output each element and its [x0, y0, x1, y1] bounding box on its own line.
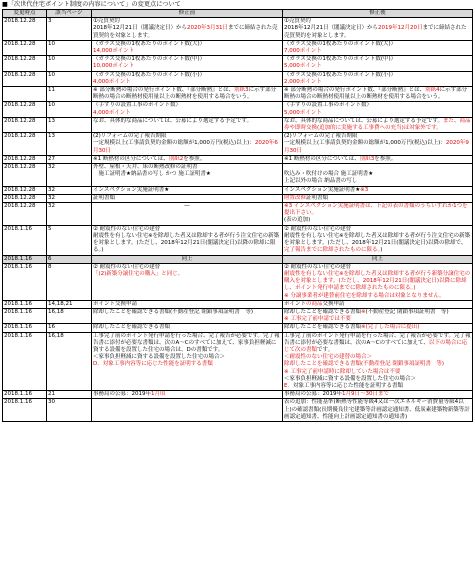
cell-before [92, 391, 283, 399]
cell-page: 32 [47, 194, 92, 202]
cell-line: 5,000ポイント [284, 109, 322, 116]
cell-page: 14,18,21 [47, 300, 92, 308]
cell-before [92, 71, 283, 86]
cell-date: 2018.1.16 [3, 225, 47, 255]
cell-after [283, 255, 473, 263]
cell-line: （ガラス交換の1枚あたりのポイント数(小)） [284, 71, 397, 78]
cell-before [92, 308, 283, 323]
cell-after [283, 155, 473, 163]
changed-text: ※3 [360, 186, 369, 193]
table-row [3, 308, 473, 323]
cell-line: ※1 断熱材の区分については、別紙2を参照。 [93, 155, 206, 162]
cell-line: インスペクション実施証明書★ [93, 186, 170, 193]
cell-line: 除却したことを確認できる書類(不動産登記 閉鎖事項証明書 等) [284, 361, 445, 368]
cell-date: 2018.12.28 [3, 194, 47, 202]
cell-after [283, 399, 473, 422]
cell-line: ※ 部分断熱の場合の発行ポイント数、『部分断熱』とは、別紙4に示す部分断熱の場合の断熱材使用量以上の断熱材を使用する場合をいう。 [284, 87, 468, 101]
cell-page: 13 [47, 133, 92, 156]
cell-line: 耐震性を有しない住宅※を除却した者又は除却する者が行う注文住宅の新築を対象とします。(ただし、2018年12月21日(閣議決定日)以降の除却で、完了報告までに除却されたものに限る。) [284, 232, 471, 254]
cell-page: 27 [47, 155, 92, 163]
cell-line: 工事完了前のポイント発行申請を行った場合、完了報告が必要です。完了報告書に添付が必要な書類は、次のA～Cのすべてに加えて、家事負担軽減に資する設備を設置した住宅の場合は、Dの書類です。 [93, 332, 280, 353]
cell-line: 上記以外の場合 納品書の写し [284, 178, 358, 185]
table-row [3, 186, 473, 194]
table-row [3, 117, 473, 132]
cell-line: （ガラス交換の1枚あたりのポイント数(大)） [93, 40, 206, 47]
cell-date: 2018.1.16 [3, 308, 47, 323]
cell-line: 財置改修証明書類 [284, 194, 329, 201]
cell-line: 「(2)新築分譲住宅の購入」と同じ。 [93, 270, 184, 277]
cell-line: ①売買契約 [284, 18, 311, 25]
cell-line: ポイント交換申請 [93, 300, 138, 307]
cell-page: 21 [47, 391, 92, 399]
cell-line: ※ 部分断熱の場合の発行ポイント数、『部分断熱』とは、別紙3に示す部分断熱の場合の断熱材使用量以上の断熱材を使用する場合をいう。 [93, 87, 277, 101]
cell-line: （ガラス交換の1枚あたりのポイント数(大)） [284, 40, 397, 47]
cell-line: ※3 インスペクション実施証明書は、下記の表の書類のうちいずれか1つを提出下さい。 [284, 203, 468, 217]
cell-page: 10 [47, 56, 92, 71]
cell-after [283, 40, 473, 55]
cell-line: 4,000ポイント [93, 78, 131, 85]
cell-page: 32 [47, 203, 92, 226]
cell-line: 耐震性を有しない住宅※を除却した者又は除却する者が行う注文住宅の新築を対象とします。(ただし、2018年12月21日(閣議決定日)以降の除却に限る。) [93, 232, 280, 254]
cell-line: （手すりの設置工事のポイント数） [93, 102, 182, 109]
changed-text: ※(完了した場合に提出) [361, 324, 420, 331]
cell-page: 3 [47, 18, 92, 41]
changed-text: 1月頃 [151, 391, 166, 398]
cell-before [92, 186, 283, 194]
cell-before [92, 117, 283, 132]
changed-text: 別紙4 [425, 87, 440, 94]
cell-page: 10 [47, 102, 92, 117]
changed-text: 完了報告までに除却されたものに限る。 [284, 247, 381, 254]
cell-line: 14,000ポイント [93, 48, 135, 55]
cell-line: ※1 断熱材の区分については、別紙3を参照。 [284, 155, 397, 162]
cell-date: 2018.1.16 [3, 300, 47, 308]
cell-after [283, 324, 473, 332]
cell-line: （手すりの設置工事のポイント数） [284, 102, 373, 109]
cell-line: 事務局の公募：2019年1月9日～30日まで [284, 391, 389, 398]
cell-page: 16 [47, 324, 92, 332]
header-after: 修正後 [283, 10, 473, 18]
table-row [3, 71, 473, 86]
cell-after [283, 56, 473, 71]
cell-date: 2018.12.28 [3, 164, 47, 187]
cell-line: 表の追加：性能基準(断熱等性能等級4又は一次エネルギー消費量等級4以上)の確認書類(長期優良住宅建築等計画認定通知書、低炭素建築物新築等計画認定通知書、性能向上計画認定通知書の通知書) [284, 399, 470, 420]
cell-after [283, 263, 473, 300]
cell-date: 2018.12.28 [3, 155, 47, 163]
cell-before [92, 164, 283, 187]
cell-before [92, 87, 283, 102]
cell-line: 10,000ポイント [93, 63, 135, 70]
cell-after [283, 186, 473, 194]
changed-text: の商品 [306, 300, 323, 307]
cell-line: （ガラス交換の1枚あたりのポイント数(中)） [93, 56, 206, 63]
cell-page: 30 [47, 399, 92, 422]
changed-text: 別紙3 [234, 87, 249, 94]
cell-after [283, 102, 473, 117]
table-row [3, 40, 473, 55]
cell-before [92, 102, 283, 117]
table-row [3, 87, 473, 102]
cell-before [92, 263, 283, 300]
table-row [3, 133, 473, 156]
table-row [3, 225, 473, 255]
table-row [3, 18, 473, 41]
cell-line [93, 399, 281, 406]
table-row [3, 324, 473, 332]
header-page: 該当ページ [47, 10, 92, 18]
changed-text: また、商品券や即時交換(追加的に実施する工事費への充当)は対象外です。 [284, 117, 471, 132]
cell-after [283, 117, 473, 132]
cell-after [283, 300, 473, 308]
cell-before [92, 203, 283, 226]
changed-text: 2020年3月31日 [187, 25, 228, 32]
cell-date: 2018.12.28 [3, 102, 47, 117]
cell-before [92, 399, 283, 422]
cell-line: (2)リフォームの完了報告期限 [284, 133, 358, 140]
cell-line: なお、具体的な商品については、公募により選定する予定です。 [93, 117, 252, 124]
cell-line: D．対象工事内容等に応じた性能を証明する書類 [93, 361, 213, 368]
cell-after [283, 87, 473, 102]
changed-text: 以下の場合に応じて次の書類 [284, 339, 468, 353]
cell-line: 一定規模以上(工事請負契約金額の総額が1,000万円(税込)以上)：2020年6月30日 [93, 140, 278, 154]
cell-before [92, 225, 283, 255]
cell-page: 10 [47, 40, 92, 55]
cell-line: 除却したことを確認できる書類※(完了した場合に提出) [284, 324, 420, 331]
cell-date: 2018.12.28 [3, 18, 47, 41]
cell-line: 証明書類 [93, 194, 116, 201]
cell-line: （ガラス交換の1枚あたりのポイント数(小)） [93, 71, 206, 78]
cell-line: E．対象工事内容等に応じた性能を証明する書類 [284, 382, 403, 389]
cell-after [283, 133, 473, 156]
change-table [2, 9, 473, 422]
cell-page: 10 [47, 71, 92, 86]
cell-date: 2018.12.28 [3, 133, 47, 156]
cell-line: 除却したことを確認できる書類※(不動産登記 閉鎖事項証明書 等) [284, 308, 449, 315]
cell-before [92, 332, 283, 391]
cell-before [92, 255, 283, 263]
cell-line: ※ 工事完了前申請時に除却していた場合は不要 [284, 368, 401, 375]
cell-line: 7,000ポイント [284, 48, 322, 55]
cell-line: ポイントの商品交換申請 [284, 300, 345, 307]
cell-after [283, 71, 473, 86]
cell-date: 2018.1.16 [3, 399, 47, 422]
changed-text: 2020年9月30日 [284, 140, 469, 154]
cell-date: 2018.12.28 [3, 40, 47, 55]
cell-line: ※ 分譲事業者が建替前住宅を除却する場合は対象となりません。 [284, 292, 445, 299]
cell-page: 16,18 [47, 332, 92, 391]
cell-line: 除却したことを確認できる書類 [93, 324, 171, 331]
cell-after [283, 391, 473, 399]
cell-line: (2)リフォームの完了報告期限 [93, 133, 167, 140]
cell-line: ※ 工事完了前申請では不要 [284, 316, 351, 323]
changed-text: 別紙3 [359, 155, 375, 162]
cell-page: 6 [47, 255, 92, 263]
cell-line: ＜家事負担軽減に資する設備を設置した住宅の場合＞ [93, 354, 226, 361]
table-row [3, 255, 473, 263]
table-row [3, 194, 473, 202]
cell-line: 事務局の公募：2019年1月頃 [93, 391, 166, 398]
cell-before [92, 300, 283, 308]
cell-page: 11 [47, 87, 92, 102]
cell-line: 同上 [181, 255, 193, 262]
cell-page: 8 [47, 263, 92, 300]
cell-line: 一定規模以上(工事請負契約金額の総額が1,000万円(税込)以上)：2020年9月30日 [284, 140, 469, 154]
cell-after [283, 332, 473, 391]
cell-date: 2018.12.28 [3, 117, 47, 132]
changed-text: E． [284, 382, 293, 389]
table-row [3, 56, 473, 71]
cell-line: ＜耐震性のない住宅の建替の場合＞ [284, 354, 373, 361]
cell-page: 5 [47, 225, 92, 255]
changed-text: 1月9日～30日まで [342, 391, 389, 398]
cell-date: 2018.1.16 [3, 324, 47, 332]
cell-line: 2018年12月21日（閣議決定日）から2020年3月31日までに締結された売買契約を対象とします。 [93, 25, 278, 39]
cell-date: 2018.12.28 [3, 186, 47, 194]
cell-after [283, 203, 473, 226]
cell-line: 耐震性を有しない住宅※を除却した者又は除却する者が行う新築分譲住宅の購入を対象とします。(ただし、2018年12月21日(閣議決定日)以降に除却し、ポイント発行申請までに除却されたものに限る。) [284, 270, 471, 292]
cell-after [283, 194, 473, 202]
cell-page: 32 [47, 164, 92, 187]
cell-date: 2018.1.16 [3, 391, 47, 399]
cell-line: 工事完了前のポイント発行申請を行った場合、完了報告が必要です。完了報告書に添付が必要な書類は、次のA～Cのすべてに加えて、以下の場合に応じて次の書類です。 [284, 332, 471, 353]
table-row [3, 164, 473, 187]
cell-line: ② 耐震性のない住宅の建替 [93, 263, 161, 270]
cell-date: 2018.12.28 [3, 203, 47, 226]
cell-line: ② 耐震性のない住宅の建替 [284, 263, 352, 270]
cell-after [283, 225, 473, 255]
cell-page: 32 [47, 186, 92, 194]
changed-text: ※ [361, 308, 366, 315]
table-row [3, 155, 473, 163]
table-row [3, 391, 473, 399]
table-row [3, 102, 473, 117]
changed-text: 2019年12月20日 [378, 25, 423, 32]
cell-before [92, 324, 283, 332]
table-row [3, 263, 473, 300]
cell-line: 同上 [371, 255, 383, 262]
cell-line: （ガラス交換の1枚あたりのポイント数(中)） [284, 56, 397, 63]
cell-line: 除却したことを確認できる書類(不動産登記 閉鎖事項証明書 等) [93, 308, 254, 315]
cell-page: 16,18 [47, 308, 92, 323]
cell-line: 2018年12月21日（閣議決定日）から2019年12月20日までに締結された売買契約を対象とします。 [284, 25, 467, 39]
cell-line: 5,000ポイント [284, 63, 322, 70]
cell-date: 2018.1.16 [3, 332, 47, 391]
table-header-row [3, 10, 473, 18]
cell-page: 13 [47, 117, 92, 132]
cell-line: なお、具体的な商品については、公募により選定する予定です。また、商品券や即時交換(追加的に実施する工事費への充当)は対象外です。 [284, 117, 471, 132]
cell-line: 2,000ポイント [284, 78, 322, 85]
table-row [3, 332, 473, 391]
cell-after [283, 308, 473, 323]
cell-line: インスペクション実施証明書★※3 [284, 186, 369, 193]
cell-date: 2018.1.16 [3, 263, 47, 300]
header-before: 修正前 [92, 10, 283, 18]
cell-line: (表の追加) [284, 217, 311, 224]
cell-line: ＜家事負担軽減に資する設備を設置した住宅の場合＞ [284, 375, 417, 382]
table-row [3, 399, 473, 422]
table-row [3, 300, 473, 308]
cell-date: 2018.12.28 [3, 71, 47, 86]
changed-text: 2020年6月30日 [93, 140, 278, 154]
cell-line: ② 耐震性のない住宅の建替 [93, 225, 161, 232]
cell-line: 施工証明書★納品書の写し かつ 施工証明書★ [93, 171, 211, 178]
cell-before [92, 56, 283, 71]
cell-date [3, 87, 47, 102]
cell-line: 吹込み・吹付けの場合 施工証明書★ [284, 171, 374, 178]
cell-before [92, 194, 283, 202]
cell-line: 外壁、屋根・天井、床の断熱改修の証明書 [93, 164, 198, 171]
cell-line: ― [184, 203, 190, 210]
cell-line: 4,000ポイント [93, 109, 131, 116]
cell-before [92, 18, 283, 41]
cell-date: 2018.12.28 [3, 56, 47, 71]
cell-date: 2018.1.16 [3, 255, 47, 263]
cell-before [92, 155, 283, 163]
cell-after [283, 18, 473, 41]
table-row [3, 203, 473, 226]
cell-line: ①売買契約 [93, 18, 120, 25]
cell-line: ② 耐震性のない住宅の建替 [284, 225, 352, 232]
cell-before [92, 133, 283, 156]
header-date: 変更時点 [3, 10, 47, 18]
cell-after [283, 164, 473, 187]
changed-text: 別紙2 [168, 155, 184, 162]
cell-before [92, 40, 283, 55]
changed-text: 財置改修 [284, 194, 307, 201]
page-title: ■「次世代住宅ポイント制度の内容について」の変更点について [2, 1, 181, 8]
